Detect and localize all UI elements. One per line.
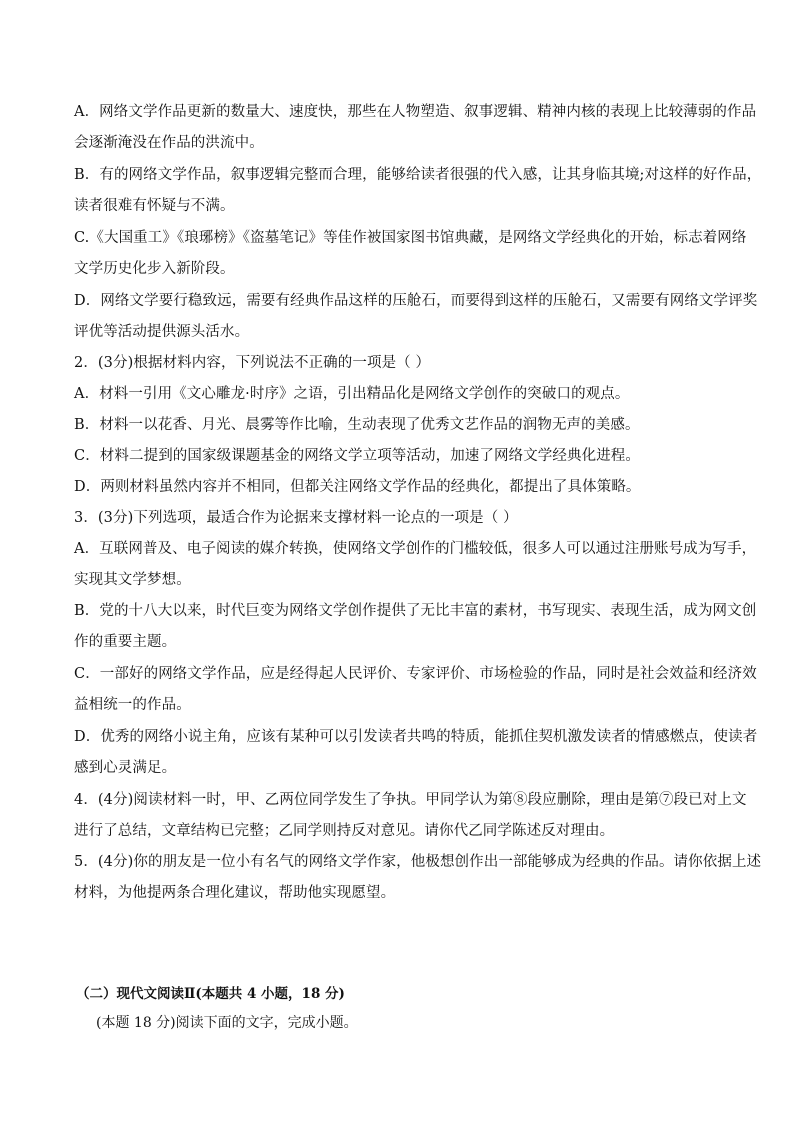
question-4-line-2: 进行了总结，文章结构已完整；乙同学则持反对意见。请你代乙同学陈述反对理由。 bbox=[74, 823, 615, 839]
q3-option-d-line-1: D．优秀的网络小说主角，应该有某种可以引发读者共鸣的特质，能抓住契机激发读者的情感燃点，使读者 bbox=[74, 729, 758, 745]
option-b-line-2: 读者很难有怀疑与不满。 bbox=[74, 198, 235, 214]
q2-option-d: D．两则材料虽然内容并不相同，但都关注网络文学作品的经典化，都提出了具体策略。 bbox=[74, 479, 641, 495]
q2-option-b: B．材料一以花香、月光、晨雾等作比喻，生动表现了优秀文艺作品的润物无声的美感。 bbox=[74, 417, 640, 433]
section-intro: (本题 18 分)阅读下面的文字，完成小题。 bbox=[96, 1015, 358, 1031]
question-4-line-1: 4．(4分)阅读材料一时，甲、乙两位同学发生了争执。甲同学认为第⑧段应删除，理由是第⑦段已对上文 bbox=[74, 792, 747, 808]
q3-option-d-line-2: 感到心灵满足。 bbox=[74, 760, 177, 776]
option-a-line-2: 会逐渐淹没在作品的洪流中。 bbox=[74, 135, 264, 151]
q3-option-a-line-1: A．互联网普及、电子阅读的媒介转换，使网络文学创作的门槛较低，很多人可以通过注册账号成为写手， bbox=[74, 541, 757, 557]
q3-option-c-line-1: C．一部好的网络文学作品，应是经得起人民评价、专家评价、市场检验的作品，同时是社会效益和经济效 bbox=[74, 666, 757, 682]
option-b-line-1: B．有的网络文学作品，叙事逻辑完整而合理，能够给读者很强的代入感，让其身临其境;对这样的好作品， bbox=[74, 167, 762, 183]
q3-option-c-line-2: 益相统一的作品。 bbox=[74, 697, 191, 713]
q3-option-a-line-2: 实现其文学梦想。 bbox=[74, 572, 191, 588]
question-3: 3．(3分)下列选项，最适合作为论据来支撑材料一论点的一项是（ ） bbox=[74, 510, 518, 526]
option-d-line-2: 评优等活动提供源头活水。 bbox=[74, 324, 250, 340]
option-c-line-1: C.《大国重工》《琅琊榜》《盗墓笔记》等佳作被国家图书馆典藏，是网络文学经典化的开始，标志着网络 bbox=[74, 230, 747, 246]
question-2: 2．(3分)根据材料内容，下列说法不正确的一项是（ ） bbox=[74, 355, 431, 371]
q2-option-a: A．材料一引用《文心雕龙·时序》之语，引出精品化是网络文学创作的突破口的观点。 bbox=[74, 386, 630, 402]
question-5-line-1: 5．(4分)你的朋友是一位小有名气的网络文学作家，他极想创作出一部能够成为经典的作品。请你依据上述 bbox=[74, 854, 762, 870]
q3-option-b-line-1: B．党的十八大以来，时代巨变为网络文学创作提供了无比丰富的素材，书写现实、表现生活，成为网文创 bbox=[74, 603, 757, 619]
q2-option-c: C．材料二提到的国家级课题基金的网络文学立项等活动，加速了网络文学经典化进程。 bbox=[74, 448, 640, 464]
option-c-line-2: 文学历史化步入新阶段。 bbox=[74, 261, 235, 277]
question-5-line-2: 材料，为他提两条合理化建议，帮助他实现愿望。 bbox=[74, 885, 396, 901]
q3-option-b-line-2: 作的重要主题。 bbox=[74, 634, 177, 650]
option-d-line-1: D．网络文学要行稳致远，需要有经典作品这样的压舱石，而要得到这样的压舱石，又需要有网络文学评奖 bbox=[74, 293, 758, 309]
section-title: （二）现代文阅读Ⅱ(本题共 4 小题，18 分) bbox=[76, 986, 345, 1002]
option-a-line-1: A．网络文学作品更新的数量大、速度快，那些在人物塑造、叙事逻辑、精神内核的表现上比较薄弱的作品 bbox=[74, 104, 757, 120]
